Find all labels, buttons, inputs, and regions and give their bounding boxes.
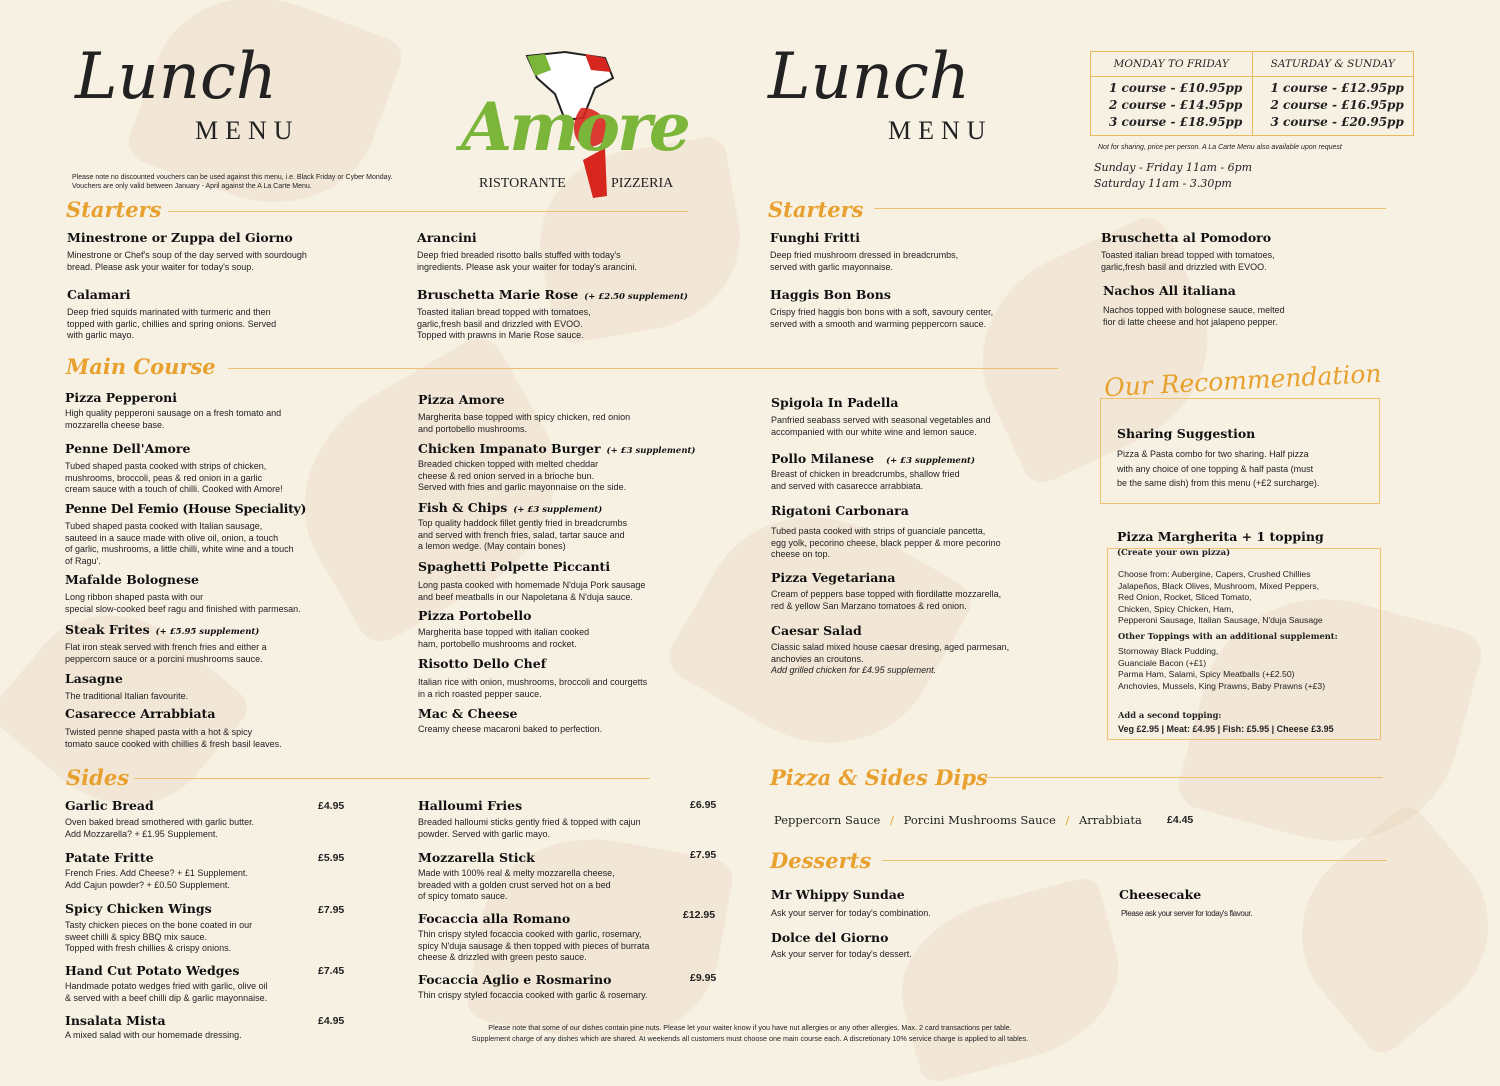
starter-haggis-bon-bons-desc: Crispy fried haggis bon bons with a soft, savoury center, served with a smooth and warming peppercorn sauce.	[770, 307, 994, 329]
main-mac-cheese-desc: Creamy cheese macaroni baked to perfection.	[418, 724, 603, 734]
side-mozzarella-stick-desc: Made with 100% real & melty mozzarella cheese, breaded with a golden crust served hot on a bed of spicy tomato sauce.	[418, 868, 615, 902]
price-note: Not for sharing, price per person. A La Carte Menu also available upon request	[1098, 144, 1342, 151]
starter-bruschetta-pomodoro: Bruschetta al Pomodoro	[1101, 230, 1272, 245]
starter-bruschetta-pomodoro-desc: Toasted italian bread topped with tomatoes, garlic,fresh basil and drizzled with EVOO.	[1101, 250, 1275, 272]
main-course-rule	[228, 368, 1058, 369]
weekend-prices	[1252, 77, 1414, 136]
menu-label-right: MENU	[888, 116, 993, 145]
side-potato-wedges: Hand Cut Potato Wedges	[65, 963, 240, 978]
starter-arancini: Arancini	[417, 230, 477, 245]
main-mafalde-bolognese-desc: Long ribbon shaped pasta with our special slow-cooked beef ragu and finished with parmesan.	[65, 592, 301, 614]
side-focaccia-aglio-price: £9.95	[690, 972, 717, 984]
side-garlic-bread: Garlic Bread	[65, 798, 154, 813]
main-chicken-burger-desc: Breaded chicken topped with melted cheddar cheese & red onion served in a brioche bun. Served with fries and garlic mayonnaise on the side.	[418, 459, 627, 493]
starter-funghi-fritti: Funghi Fritti	[770, 230, 861, 245]
side-focaccia-romano-price: £12.95	[683, 909, 716, 921]
weekday-header: MONDAY TO FRIDAY	[1091, 52, 1253, 77]
voucher-note-line-2: Vouchers are only valid between January - April against the A La Carte Menu.	[72, 183, 312, 190]
starters-heading-left: Starters	[66, 197, 162, 222]
main-risotto-chef-desc: Italian rice with onion, mushrooms, broccoli and courgetts in a rich roasted pepper sauce.	[418, 677, 648, 699]
footer-notes	[400, 1022, 1100, 1044]
main-spaghetti-polpette: Spaghetti Polpette Piccanti	[418, 559, 611, 574]
main-pizza-portobello: Pizza Portobello	[418, 608, 532, 623]
main-spigola: Spigola In Padella	[771, 395, 899, 410]
dip-peppercorn: Peppercorn Sauce	[774, 813, 881, 827]
side-chicken-wings-desc: Tasty chicken pieces on the bone coated in our sweet chilli & spicy BBQ mix sauce. Topped with fresh chillies & crispy onions.	[65, 920, 253, 954]
starter-minestrone-desc: Minestrone or Chef's soup of the day served with sourdough bread. Please ask your waiter for today's soup.	[67, 250, 307, 272]
dips-rule	[985, 777, 1383, 778]
supplement-note: (+ £3 supplement)	[513, 505, 603, 515]
starter-calamari-desc: Deep fried squids marinated with turmeric and then topped with garlic, chillies and spring onions. Served with garlic mayo.	[67, 307, 277, 341]
weekend-header: SATURDAY & SUNDAY	[1252, 52, 1414, 77]
side-patate-fritte-price: £5.95	[318, 852, 345, 864]
main-course-heading: Main Course	[66, 354, 216, 379]
starter-arancini-desc: Deep fried breaded risotto balls stuffed with today's ingredients. Please ask your waiter for today's arancini.	[417, 250, 637, 272]
dessert-dolce-giorno-desc: Ask your server for today's dessert.	[771, 949, 912, 959]
starter-bruschetta-marie-rose-desc: Toasted italian bread topped with tomatoes, garlic,fresh basil and drizzled with EVOO. Topped with prawns in Marie Rose sauce.	[417, 307, 591, 341]
dips-price: £4.45	[1167, 814, 1194, 826]
amore-logo	[455, 48, 688, 203]
main-spaghetti-polpette-desc: Long pasta cooked with homemade N'duja Pork sausage and beef meatballs in our Napoletana & N'duja sauce.	[418, 580, 646, 602]
main-pizza-vegetariana: Pizza Vegetariana	[771, 570, 896, 585]
main-rigatoni-carbonara: Rigatoni Carbonara	[771, 503, 909, 518]
lunch-title-right: Lunch	[768, 40, 970, 114]
side-halloumi-fries: Halloumi Fries	[418, 798, 523, 813]
side-halloumi-fries-desc: Breaded halloumi sticks gently fried & topped with cajun powder. Served with garlic mayo.	[418, 817, 641, 839]
margherita-choose: Choose from: Aubergine, Capers, Crushed Chillies Jalapeños, Black Olives, Mushroom, Mixed Peppers, Red Onion, Rocket, Sliced Tomato, Chicken, Spicy Chicken, Ham, Pepperoni Sausage, Italian Sausage, N'duja Sausage	[1118, 569, 1323, 626]
main-pizza-amore-desc: Margherita base topped with spicy chicken, red onion and portobello mushrooms.	[418, 412, 631, 434]
dip-porcini: Porcini Mushrooms Sauce	[903, 813, 1056, 827]
starter-funghi-fritti-desc: Deep fried mushroom dressed in breadcrumbs, served with garlic mayonnaise.	[770, 250, 959, 272]
main-pizza-pepperoni: Pizza Pepperoni	[65, 390, 178, 405]
starter-bruschetta-marie-rose: Bruschetta Marie Rose (+ £2.50 supplement)	[417, 287, 688, 302]
main-penne-amore-desc: Tubed shaped pasta cooked with strips of chicken, mushrooms, broccoli, peas & red onion in a garlic cream sauce with a touch of chilli. Cooked with Amore!	[65, 461, 283, 495]
side-mozzarella-stick: Mozzarella Stick	[418, 850, 535, 865]
side-potato-wedges-desc: Handmade potato wedges fried with garlic, olive oil & served with a beef chilli dip & garlic mayonnaise.	[65, 981, 268, 1003]
dessert-cheesecake: Cheesecake	[1119, 887, 1202, 902]
supplement-note: (+ £5.95 supplement)	[155, 627, 260, 637]
main-casarecce-arrabbiata-desc: Twisted penne shaped pasta with a hot & spicy tomato sauce cooked with chillies & fresh basil leaves.	[65, 727, 282, 749]
weekend-price-3: 3 course - £20.95pp	[1270, 115, 1404, 129]
weekday-price-2: 2 course - £14.95pp	[1109, 98, 1243, 112]
main-caesar-salad-desc: Classic salad mixed house caesar dresing, aged parmesan, anchovies an croutons. Add grilled chicken for £4.95 supplement.	[771, 642, 1010, 676]
main-lasagne-desc: The traditional Italian favourite.	[65, 691, 189, 701]
logo-pizzeria: PIZZERIA	[611, 176, 674, 191]
side-insalata-mista-desc: A mixed salad with our homemade dressing.	[65, 1030, 242, 1040]
side-focaccia-romano-desc: Thin crispy styled focaccia cooked with garlic, rosemary, spicy N'duja sausage & then topped with pieces of burrata cheese & drizzled with green pesto sauce.	[418, 929, 650, 963]
second-topping-prices: Veg £2.95 | Meat: £4.95 | Fish: £5.95 | Cheese £3.95	[1118, 724, 1334, 734]
side-mozzarella-stick-price: £7.95	[690, 849, 717, 861]
side-insalata-mista: Insalata Mista	[65, 1013, 166, 1028]
margherita-title: Pizza Margherita + 1 topping	[1117, 529, 1324, 544]
main-penne-femio-desc: Tubed shaped pasta cooked with Italian sausage, sauteed in a sauce made with olive oil, onion, a touch of garlic, mushrooms, a little chilli, white wine and a touch of Ragu'.	[65, 521, 294, 566]
lunch-title-left: Lunch	[75, 40, 277, 114]
main-casarecce-arrabbiata: Casarecce Arrabbiata	[65, 706, 216, 721]
side-garlic-bread-price: £4.95	[318, 800, 345, 812]
price-table	[1090, 51, 1414, 136]
weekend-price-1: 1 course - £12.95pp	[1270, 81, 1404, 95]
starters-rule-left	[168, 211, 688, 212]
main-lasagne: Lasagne	[65, 671, 123, 686]
main-mac-cheese: Mac & Cheese	[418, 706, 518, 721]
weekday-price-1: 1 course - £10.95pp	[1109, 81, 1243, 95]
side-patate-fritte-desc: French Fries. Add Cheese? + £1 Supplement. Add Cajun powder? + £0.50 Supplement.	[65, 868, 248, 890]
margherita-subtitle: (Create your own pizza)	[1117, 548, 1231, 558]
main-chicken-burger: Chicken Impanato Burger (+ £3 supplement)	[418, 441, 696, 456]
logo-word: Amore	[461, 88, 688, 166]
side-garlic-bread-desc: Oven baked bread smothered with garlic butter. Add Mozzarella? + £1.95 Supplement.	[65, 817, 255, 839]
side-chicken-wings: Spicy Chicken Wings	[65, 901, 212, 916]
footer-line-2: Supplement charge of any dishes which are shared. At weekends all customers must choose one main course each. A discretionary 10% service charge is applied to all tables.	[471, 1034, 1029, 1043]
sides-heading: Sides	[66, 765, 130, 790]
side-halloumi-fries-price: £6.95	[690, 799, 717, 811]
sides-rule	[134, 778, 650, 779]
side-focaccia-aglio-desc: Thin crispy styled focaccia cooked with garlic & rosemary.	[418, 990, 648, 1000]
sharing-desc: Pizza & Pasta combo for two sharing. Half pizza with any choice of one topping & half pasta (must be the same dish) from this menu (+£2 surcharge).	[1117, 449, 1320, 488]
other-toppings-heading: Other Toppings with an additional supplement:	[1118, 631, 1338, 641]
logo-ristorante: RISTORANTE	[479, 176, 566, 191]
main-pollo-milanese: Pollo Milanese (+ £3 supplement)	[771, 451, 975, 466]
side-focaccia-romano: Focaccia alla Romano	[418, 911, 571, 926]
other-toppings-list: Stornoway Black Pudding, Guanciale Bacon (+£1) Parma Ham, Salami, Spicy Meatballs (+£2.50) Anchovies, Mussels, King Prawns, Baby Prawns (+£3)	[1118, 646, 1326, 691]
starter-haggis-bon-bons: Haggis Bon Bons	[770, 287, 891, 302]
second-topping-heading: Add a second topping:	[1118, 710, 1222, 720]
main-rigatoni-carbonara-desc: Tubed pasta cooked with strips of guanciale pancetta, egg yolk, pecorino cheese, black pepper & more pecorino cheese on top.	[771, 526, 1001, 560]
supplement-note: (+ £3 supplement)	[606, 446, 696, 456]
side-focaccia-aglio: Focaccia Aglio e Rosmarino	[418, 972, 612, 987]
weekday-prices	[1091, 77, 1253, 136]
main-penne-femio: Penne Del Femio (House Speciality)	[65, 501, 307, 516]
supplement-note: (+ £3 supplement)	[886, 456, 975, 466]
supplement-note: (+ £2.50 supplement)	[584, 292, 688, 302]
voucher-note-line-1: Please note no discounted vouchers can be used against this menu, i.e. Black Friday or Cyber Monday.	[72, 174, 393, 181]
side-insalata-mista-price: £4.95	[318, 1015, 345, 1027]
sharing-title: Sharing Suggestion	[1117, 426, 1256, 441]
main-pizza-amore: Pizza Amore	[418, 392, 505, 407]
main-risotto-chef: Risotto Dello Chef	[418, 656, 547, 671]
starters-rule-right	[874, 208, 1386, 209]
side-patate-fritte: Patate Fritte	[65, 850, 154, 865]
dessert-mr-whippy: Mr Whippy Sundae	[771, 887, 905, 902]
dessert-cheesecake-desc: Please ask your server for today's flavour.	[1121, 909, 1253, 918]
main-penne-amore: Penne Dell'Amore	[65, 441, 191, 456]
main-caesar-salad: Caesar Salad	[771, 623, 862, 638]
main-steak-frites: Steak Frites (+ £5.95 supplement)	[65, 622, 260, 637]
weekday-price-3: 3 course - £18.95pp	[1109, 115, 1243, 129]
desserts-rule	[882, 860, 1387, 861]
main-mafalde-bolognese: Mafalde Bolognese	[65, 572, 199, 587]
dips-row	[774, 813, 1142, 827]
opening-hours	[1094, 160, 1252, 192]
main-pizza-pepperoni-desc: High quality pepperoni sausage on a fresh tomato and mozzarella cheese base.	[65, 408, 282, 430]
main-spigola-desc: Panfried seabass served with seasonal vegetables and accompanied with our white wine and lemon sauce.	[771, 415, 991, 437]
weekend-price-2: 2 course - £16.95pp	[1270, 98, 1404, 112]
dessert-mr-whippy-desc: Ask your server for today's combination.	[771, 908, 931, 918]
main-fish-chips-desc: Top quality haddock fillet gently fried in breadcrumbs and served with french fries, salad, tartar sauce and a lemon wedge. (May contain bones)	[418, 518, 628, 552]
main-fish-chips: Fish & Chips (+ £3 supplement)	[418, 500, 603, 515]
side-potato-wedges-price: £7.45	[318, 965, 345, 977]
footer-line-1: Please note that some of our dishes contain pine nuts. Please let your waiter know if you have nut allergies or any other allergies. Max. 2 card transactions per table.	[488, 1023, 1012, 1032]
recommendation-heading: Our Recommendation	[1103, 358, 1383, 403]
side-chicken-wings-price: £7.95	[318, 904, 345, 916]
starter-nachos: Nachos All italiana	[1103, 283, 1236, 298]
starter-calamari: Calamari	[67, 287, 131, 302]
starters-heading-right: Starters	[768, 197, 864, 222]
main-steak-frites-desc: Flat iron steak served with french fries and either a peppercorn sauce or a porcini mushrooms sauce.	[65, 642, 267, 664]
dip-separator: /	[1065, 813, 1070, 827]
desserts-heading: Desserts	[770, 848, 872, 873]
hours-weekday: Sunday - Friday 11am - 6pm	[1094, 161, 1253, 174]
main-pizza-vegetariana-desc: Cream of peppers base topped with fiordilatte mozzarella, red & yellow San Marzano tomatoes & red onion.	[771, 589, 1002, 611]
dips-heading: Pizza & Sides Dips	[770, 765, 988, 790]
hours-saturday: Saturday 11am - 3.30pm	[1094, 177, 1232, 190]
starter-minestrone: Minestrone or Zuppa del Giorno	[67, 230, 293, 245]
menu-label-left: MENU	[195, 116, 300, 145]
dessert-dolce-giorno: Dolce del Giorno	[771, 930, 889, 945]
starter-nachos-desc: Nachos topped with bolognese sauce, melted fior di latte cheese and hot jalapeno pepper.	[1103, 305, 1285, 327]
main-pollo-milanese-desc: Breast of chicken in breadcrumbs, shallow fried and served with casarecce arrabbiata.	[771, 469, 960, 491]
main-pizza-portobello-desc: Margherita base topped with italian cooked ham, portobello mushrooms and rocket.	[418, 627, 590, 649]
dip-separator: /	[890, 813, 894, 827]
dip-arrabbiata: Arrabbiata	[1079, 813, 1142, 827]
